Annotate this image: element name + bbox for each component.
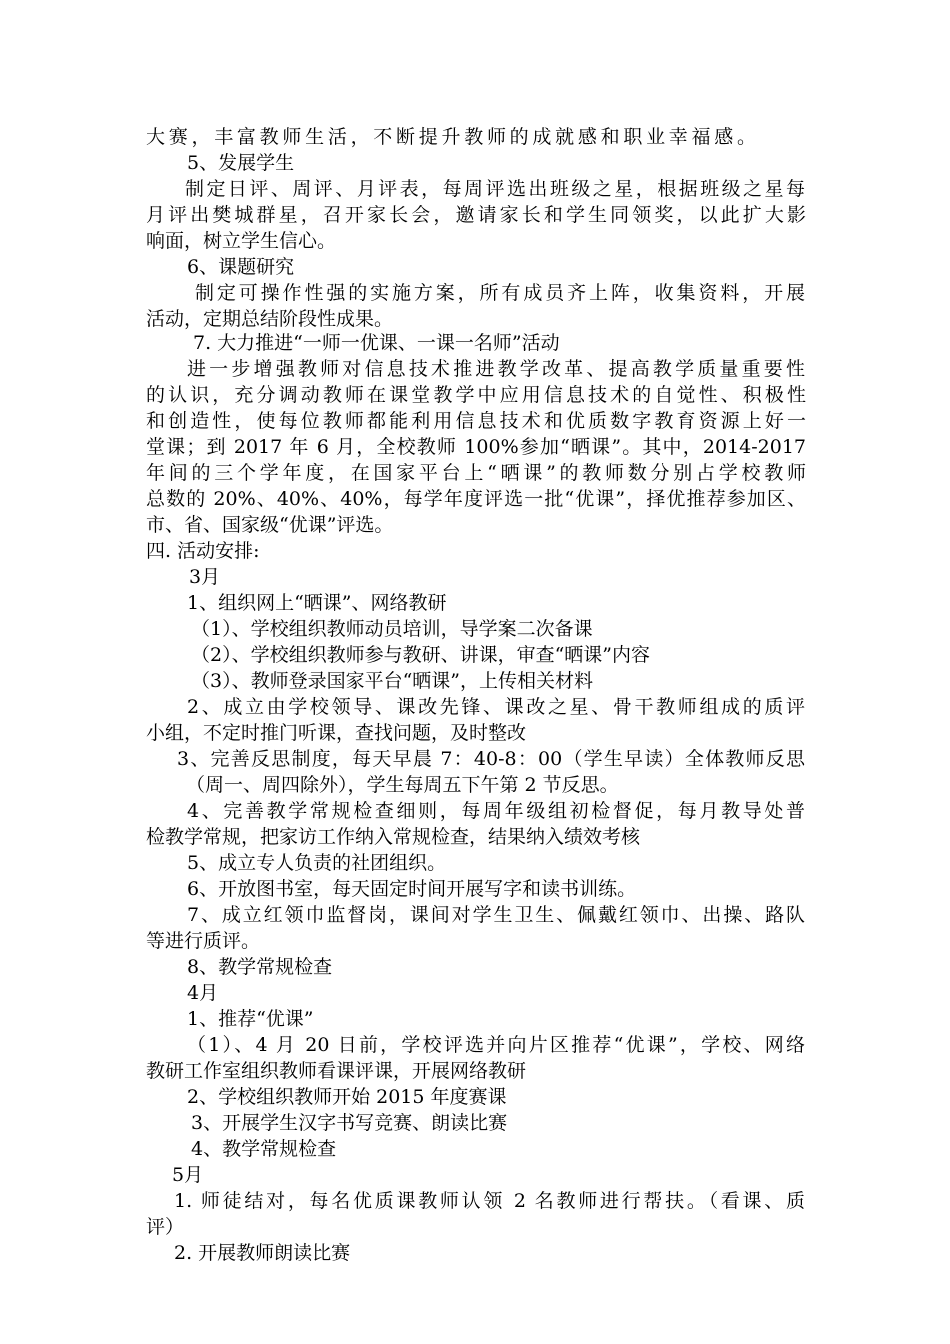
text-line: 月评出樊城群星，召开家长会，邀请家长和学生同领奖，以此扩大影 <box>146 204 806 226</box>
list-item: 6、开放图书室，每天固定时间开展写字和读书训练。 <box>187 878 637 900</box>
list-item: （1）、学校组织教师动员培训，导学案二次备课 <box>191 618 593 640</box>
text-line: 制定可操作性强的实施方案，所有成员齐上阵，收集资料，开展 <box>195 282 805 304</box>
list-item: 8、教学常规检查 <box>187 956 333 978</box>
text-line: 年间的三个学年度，在国家平台上“晒课”的教师数分别占学校教师 <box>146 462 806 484</box>
text-line: 总数的 20%、40%、40%，每学年度评选一批“优课”，择优推荐参加区、 <box>146 488 806 510</box>
list-item: 1. 师徒结对，每名优质课教师认领 2 名教师进行帮扶。（看课、质 <box>174 1190 805 1212</box>
text-line: 响面，树立学生信心。 <box>146 230 337 252</box>
text-line: 大赛，丰富教师生活，不断提升教师的成就感和职业幸福感。 <box>146 126 756 148</box>
list-item: 3、开展学生汉字书写竞赛、朗读比赛 <box>191 1112 508 1134</box>
text-line: （周一、周四除外），学生每周五下午第 2 节反思。 <box>186 774 619 796</box>
text-line: 的认识，充分调动教师在课堂教学中应用信息技术的自觉性、积极性 <box>146 384 806 406</box>
text-line: 教研工作室组织教师看课评课，开展网络教研 <box>146 1060 527 1082</box>
text-line: 检教学常规，把家访工作纳入常规检查，结果纳入绩效考核 <box>146 826 641 848</box>
list-item: 5、成立专人负责的社团组织。 <box>187 852 447 874</box>
list-item: （3）、教师登录国家平台“晒课”，上传相关材料 <box>191 670 594 692</box>
list-item: 1、组织网上“晒课”、网络教研 <box>187 592 447 614</box>
section-heading: 四. 活动安排: <box>146 540 260 562</box>
text-line: 等进行质评。 <box>146 930 261 952</box>
month-heading: 5月 <box>172 1164 204 1186</box>
text-line: 进一步增强教师对信息技术推进教学改革、提高教学质量重要性 <box>187 358 805 380</box>
list-item: 2、学校组织教师开始 2015 年度赛课 <box>187 1086 507 1108</box>
list-item: 1、推荐“优课” <box>187 1008 314 1030</box>
text-line: 小组，不定时推门听课，查找问题，及时整改 <box>146 722 527 744</box>
list-item: 2、成立由学校领导、课改先锋、课改之星、骨干教师组成的质评 <box>187 696 805 718</box>
text-line: 制定日评、周评、月评表，每周评选出班级之星，根据班级之星每 <box>185 178 805 200</box>
section-heading: 6、课题研究 <box>187 256 295 278</box>
text-line: 评） <box>146 1216 185 1238</box>
list-item: 4、完善教学常规检查细则，每周年级组初检督促，每月教导处普 <box>187 800 805 822</box>
list-item: （2）、学校组织教师参与教研、讲课，审查“晒课”内容 <box>191 644 651 666</box>
list-item: 7、成立红领巾监督岗，课间对学生卫生、佩戴红领巾、出操、路队 <box>187 904 805 926</box>
section-heading: 5、发展学生 <box>187 152 295 174</box>
section-heading: 7. 大力推进“一师一优课、一课一名师”活动 <box>193 332 560 354</box>
list-item: （1）、4 月 20 日前，学校评选并向片区推荐“优课”，学校、网络 <box>187 1034 805 1056</box>
month-heading: 4月 <box>187 982 219 1004</box>
list-item: 3、完善反思制度，每天早晨 7：40-8：00（学生早读）全体教师反思 <box>177 748 805 770</box>
text-line: 活动，定期总结阶段性成果。 <box>146 308 394 330</box>
list-item: 4、教学常规检查 <box>191 1138 337 1160</box>
list-item: 2. 开展教师朗读比赛 <box>174 1242 351 1264</box>
text-line: 堂课；到 2017 年 6 月，全校教师 100%参加“晒课”。其中，2014-2017 <box>146 436 806 458</box>
text-line: 和创造性，使每位教师都能利用信息技术和优质数字教育资源上好一 <box>146 410 806 432</box>
month-heading: 3月 <box>189 566 221 588</box>
text-line: 市、省、国家级“优课”评选。 <box>146 514 394 536</box>
